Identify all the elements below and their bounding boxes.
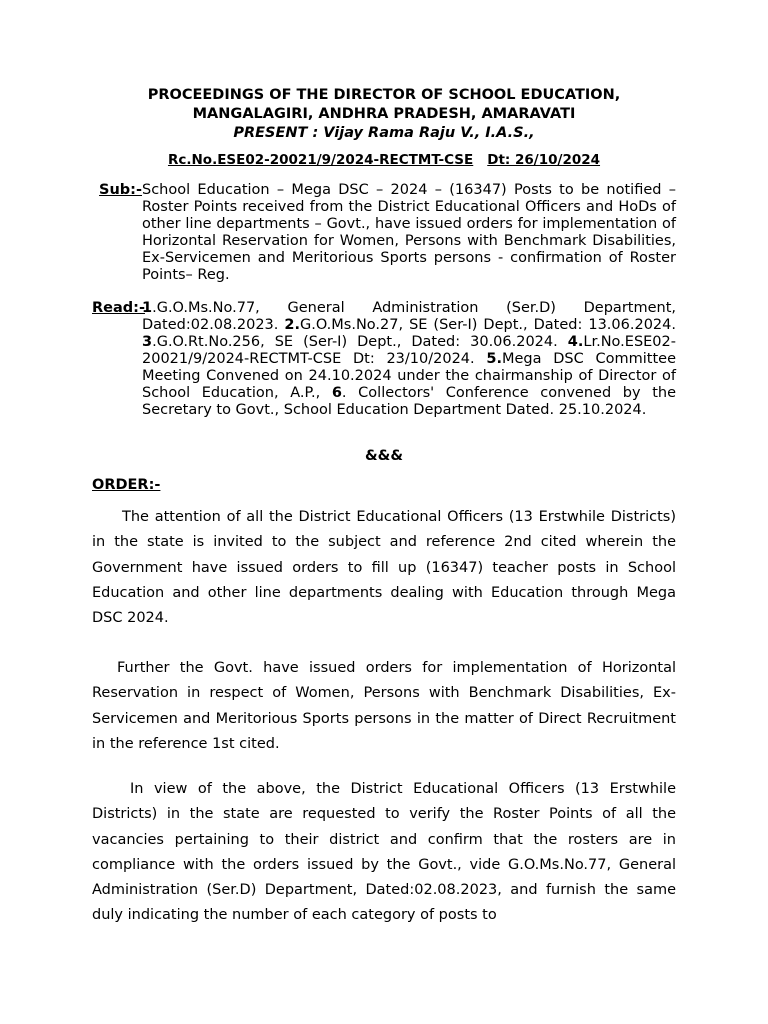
read-item-text: . Collectors' Conference convened by the Secretary to Govt., School Education Department Dated. 25.10.2024. bbox=[142, 385, 676, 418]
subject-block bbox=[92, 182, 676, 284]
subject-label: Sub:- bbox=[99, 182, 142, 198]
read-item-number: 1 bbox=[142, 300, 153, 316]
read-label: Read:- bbox=[92, 300, 145, 316]
header-title-line1: PROCEEDINGS OF THE DIRECTOR OF SCHOOL EDUCATION, bbox=[147, 87, 621, 103]
header-title-line2: MANGALAGIRI, ANDHRA PRADESH, AMARAVATI bbox=[192, 106, 576, 122]
read-item-text: G.O.Ms.No.27, SE (Ser-I) Dept., Dated: 13.06.2024. bbox=[299, 317, 676, 333]
read-item-number: 4. bbox=[567, 334, 584, 350]
read-item-text: .G.O.Ms.No.77, General Administration (Ser.D) Department, Dated:02.08.2023. bbox=[142, 300, 676, 333]
section-separator: &&& bbox=[365, 448, 403, 464]
read-block bbox=[92, 300, 676, 419]
header-present-line: PRESENT : Vijay Rama Raju V., I.A.S., bbox=[233, 125, 535, 141]
proceedings-header bbox=[0, 86, 768, 143]
order-paragraph-3: In view of the above, the District Educational Officers (13 Erstwhile Districts) in the state are requested to verify the Roster Points of all the vacancies pertaining to their district and confirm that the rosters are in compliance with the orders issued by the Govt., vide G.O.Ms.No.77, General Administration (Ser.D) Department, Dated:02.08.2023, and furnish the same duly indicating the number of each category of posts to bbox=[92, 781, 676, 924]
read-item-text: Lr.No.ESE02-20021/9/2024-RECTMT-CSE Dt: 23/10/2024. bbox=[142, 334, 676, 367]
read-item-number: 3 bbox=[142, 334, 153, 350]
read-item-number: 5. bbox=[486, 351, 502, 367]
order-paragraph-2: Further the Govt. have issued orders for implementation of Horizontal Reservation in respect of Women, Persons with Benchmark Disabilities, Ex-Servicemen and Meritorious Sports persons in the matter of Direct Recruitment in the reference 1st cited. bbox=[92, 660, 676, 752]
read-item-text: Mega DSC Committee Meeting Convened on 24.10.2024 under the chairmanship of Director of School Education, A.P., bbox=[142, 351, 676, 401]
read-references bbox=[142, 300, 676, 419]
read-item-number: 6 bbox=[331, 385, 342, 401]
read-item-text: .G.O.Rt.No.256, SE (Ser-I) Dept., Dated: 30.06.2024. bbox=[152, 334, 568, 350]
order-paragraph-1: The attention of all the District Educational Officers (13 Erstwhile Districts) in the state is invited to the subject and reference 2nd cited wherein the Government have issued orders to fill up (16347) teacher posts in School Education and other line departments dealing with Education through Mega DSC 2024. bbox=[92, 509, 676, 627]
subject-text: School Education – Mega DSC – 2024 – (16347) Posts to be notified – Roster Points received from the District Educational Officers and HoDs of other line departments – Govt., have issued orders for implementation of Horizontal Reservation for Women, Persons with Benchmark Disabilities, Ex-Servicemen and Meritorious Sports persons - confirmation of Roster Points– Reg. bbox=[142, 182, 676, 283]
read-item-number: 2. bbox=[284, 317, 300, 333]
rc-number: Rc.No.ESE02-20021/9/2024-RECTMT-CSE bbox=[167, 152, 474, 168]
order-heading: ORDER:- bbox=[92, 477, 161, 493]
reference-number bbox=[0, 152, 768, 168]
rc-date: Dt: 26/10/2024 bbox=[487, 152, 601, 168]
